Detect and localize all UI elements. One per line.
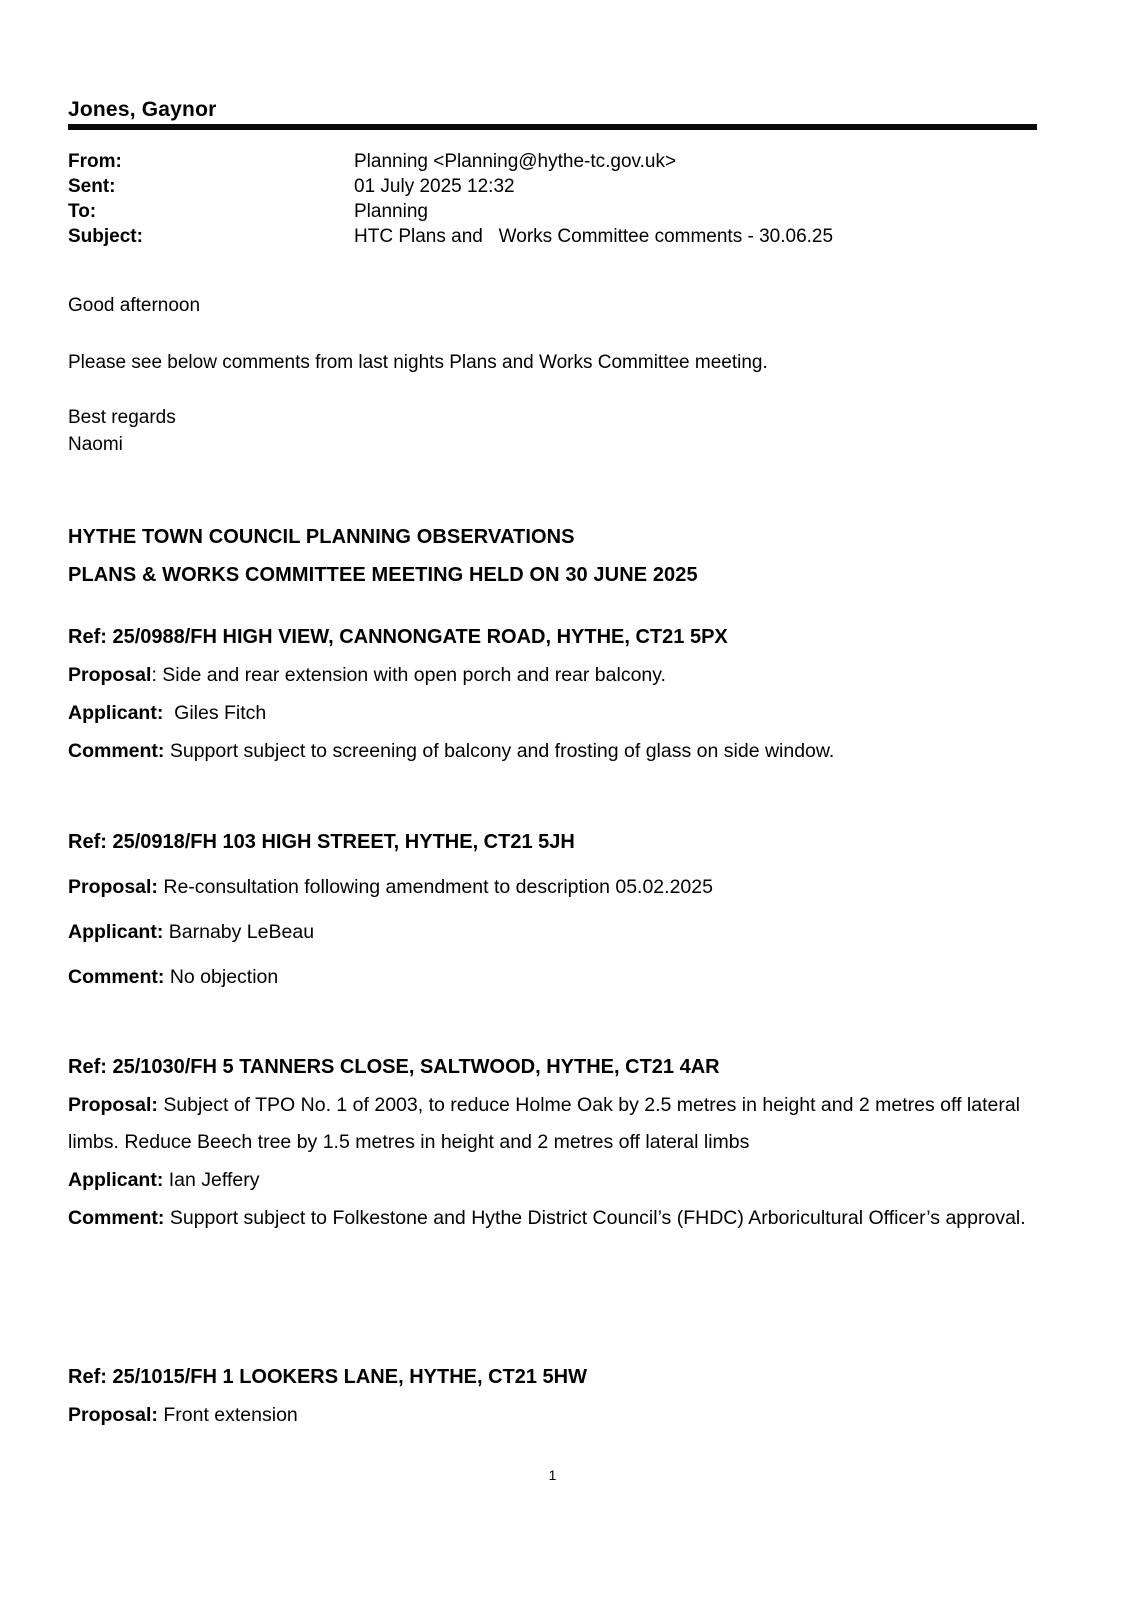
meta-row-from [68,149,1037,174]
greeting-text: Good afternoon [68,295,201,316]
sent-value: 01 July 2025 12:32 [354,176,515,197]
applicant-text: Giles Fitch [163,702,267,724]
entry-ref: Ref: 25/1015/FH 1 LOOKERS LANE, HYTHE, CT21 5HW [68,1366,588,1388]
intro-text: Please see below comments from last nights Plans and Works Committee meeting. [68,352,768,373]
applicant-label: Applicant: [68,702,164,724]
proposal-text: : Side and rear extension with open porch and rear balcony. [151,664,666,686]
entry-ref: Ref: 25/0918/FH 103 HIGH STREET, HYTHE, CT21 5JH [68,831,575,853]
comment-label: Comment: [68,1207,165,1229]
planning-entry-2 [68,824,1037,996]
entry-applicant [68,695,1037,732]
entry-comment [68,959,1037,996]
signature-name: Naomi [68,434,123,455]
meta-row-subject [68,224,1037,249]
entry-ref: Ref: 25/0988/FH HIGH VIEW, CANNONGATE ROAD, HYTHE, CT21 5PX [68,626,728,648]
proposal-text: Re-consultation following amendment to description 05.02.2025 [157,876,713,898]
entry-proposal [68,1087,1037,1161]
email-meta-block [68,149,1037,249]
entry-proposal [68,1397,1037,1434]
header-divider [68,124,1037,130]
planning-entry-3 [68,1049,1037,1237]
comment-label: Comment: [68,966,165,988]
proposal-label: Proposal: [68,1094,158,1116]
planning-entry-4 [68,1359,1037,1434]
applicant-label: Applicant: [68,921,164,943]
entry-ref: Ref: 25/1030/FH 5 TANNERS CLOSE, SALTWOOD, HYTHE, CT21 4AR [68,1056,720,1078]
subject-value: HTC Plans and Works Committee comments - 30.06.25 [354,226,834,247]
entry-comment [68,733,1037,770]
applicant-label: Applicant: [68,1169,164,1191]
comment-text: Support subject to Folkestone and Hythe District Council’s (FHDC) Arboricultural Officer’s approval. [164,1207,1026,1229]
recipient-name-heading: Jones, Gaynor [68,98,217,121]
proposal-text: Front extension [157,1404,298,1426]
subject-label: Subject: [68,226,143,247]
entry-applicant [68,914,1037,951]
signoff-text: Best regards [68,407,176,428]
to-label: To: [68,201,97,222]
comment-text: No objection [164,966,279,988]
entry-proposal [68,869,1037,906]
from-label: From: [68,151,122,172]
entry-applicant [68,1162,1037,1199]
to-value: Planning [354,201,428,222]
sent-label: Sent: [68,176,116,197]
meeting-heading: PLANS & WORKS COMMITTEE MEETING HELD ON 30 JUNE 2025 [68,564,698,586]
entry-proposal [68,657,1037,694]
comment-label: Comment: [68,740,165,762]
proposal-label: Proposal: [68,1404,158,1426]
proposal-label: Proposal [68,664,152,686]
page-number: 1 [548,1467,557,1483]
proposal-label: Proposal: [68,876,158,898]
applicant-text: Barnaby LeBeau [163,921,315,943]
from-value: Planning <Planning@hythe-tc.gov.uk> [354,151,677,172]
comment-text: Support subject to screening of balcony and frosting of glass on side window. [164,740,835,762]
applicant-text: Ian Jeffery [163,1169,260,1191]
proposal-text: Subject of TPO No. 1 of 2003, to reduce Holme Oak by 2.5 metres in height and 2 metres off lateral limbs. Reduce Beech tree by 1.5 metres in height and 2 metres off lateral limbs [68,1094,1026,1153]
meta-row-sent [68,174,1037,199]
planning-entry-1 [68,619,1037,770]
meta-row-to [68,199,1037,224]
observations-heading: HYTHE TOWN COUNCIL PLANNING OBSERVATIONS [68,526,575,548]
entry-comment [68,1200,1037,1237]
